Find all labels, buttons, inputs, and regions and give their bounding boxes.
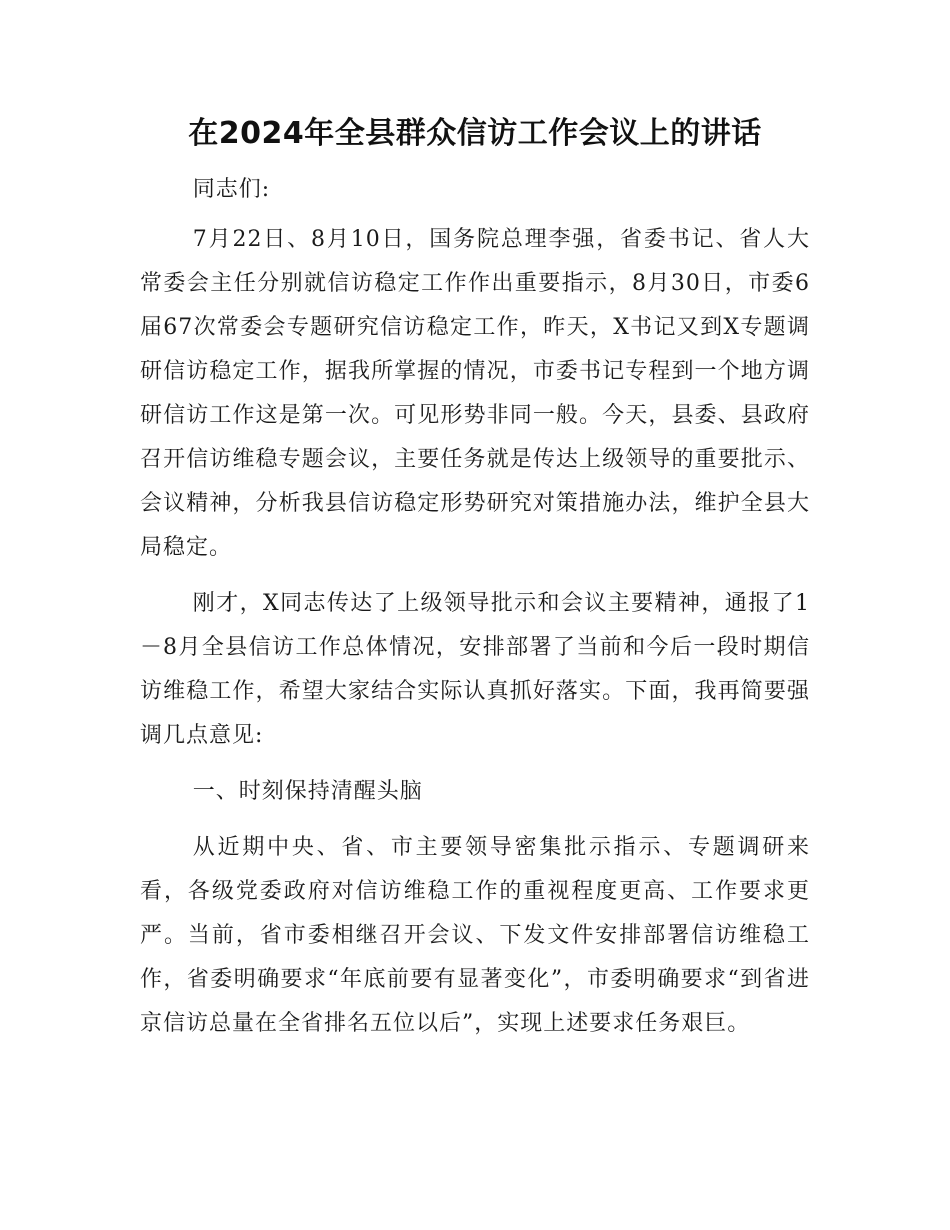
paragraph-intro: 7月22日、8月10日，国务院总理李强，省委书记、省人大常委会主任分别就信访稳定工作作出重要指示，8月30日，市委6届67次常委会专题研究信访稳定工作，昨天，X书记又到X专题调研信访稳定工作，据我所掌握的情况，市委书记专程到一个地方调研信访工作这是第一次。可见形势非同一般。今天，县委、县政府召开信访维稳专题会议，主要任务就是传达上级领导的重要批示、会议精神，分析我县信访稳定形势研究对策措施办法，维护全县大局稳定。	[140, 227, 810, 560]
paragraph-summary: 刚才，X同志传达了上级领导批示和会议主要精神，通报了1－8月全县信访工作总体情况，安排部署了当前和今后一段时期信访维稳工作，希望大家结合实际认真抓好落实。下面，我再简要强调几点意见:	[140, 591, 810, 748]
salutation: 同志们:	[192, 177, 271, 202]
section-heading: 一、时刻保持清醒头脑	[192, 779, 423, 804]
document-title: 在2024年全县群众信访工作会议上的讲话	[188, 116, 762, 151]
document-body	[140, 168, 810, 1058]
section-paragraph: 从近期中央、省、市主要领导密集批示指示、专题调研来看，各级党委政府对信访维稳工作的重视程度更高、工作要求更严。当前，省市委相继召开会议、下发文件安排部署信访维稳工作，省委明确要求“年底前要有显著变化”，市委明确要求“到省进京信访总量在全省排名五位以后”，实现上述要求任务艰巨。	[140, 835, 810, 1036]
